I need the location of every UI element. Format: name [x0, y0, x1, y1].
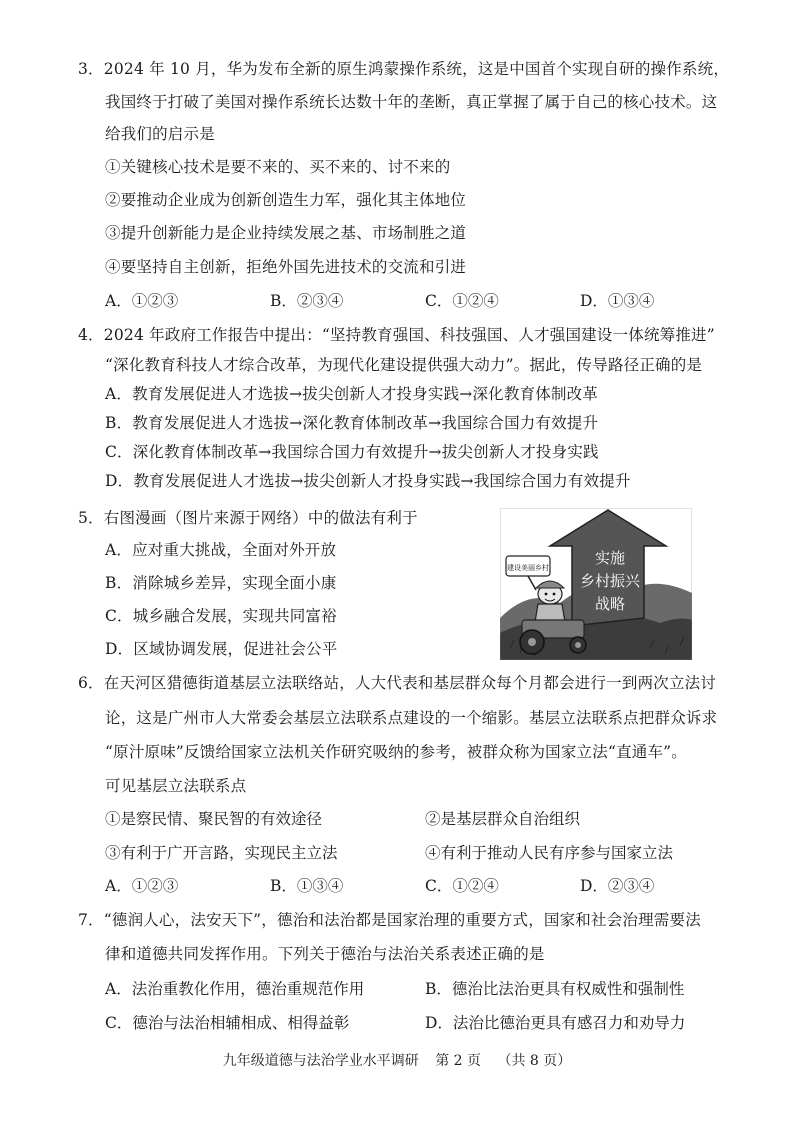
q7-option-a: A．法治重教化作用，德治重规范作用: [105, 980, 365, 998]
q6-item-2: ②是基层群众自治组织: [425, 810, 581, 828]
q3-option-c: C．①②④: [425, 292, 499, 310]
q6-item-1: ①是察民情、聚民智的有效途径: [105, 810, 323, 828]
q3-option-b: B．②③④: [270, 292, 344, 310]
q4-option-b: B．教育发展促进人才选拔→深化教育体制改革→我国综合国力有效提升: [105, 414, 599, 432]
q6-stem-line3: “原汁原味”反馈给国家立法机关作研究吸纳的参考，被群众称为国家立法“直通车”。: [105, 743, 687, 761]
q3-option-d: D．①③④: [580, 292, 655, 310]
q4-stem-line1: 4．2024 年政府工作报告中提出：“坚持教育强国、科技强国、人才强国建设一体统筹推进”: [78, 326, 715, 344]
q5-stem: 5．右图漫画（图片来源于网络）中的做法有利于: [78, 509, 418, 527]
page-footer: [0, 1050, 794, 1070]
q6-option-a: A．①②③: [105, 877, 179, 895]
sign-text: 建设美丽乡村: [507, 564, 549, 572]
q6-option-b: B．①③④: [270, 877, 344, 895]
footer-course: 九年级道德与法治学业水平调研: [222, 1053, 419, 1069]
q4-stem-line2: “深化教育科技人才综合改革，为现代化建设提供强大动力”。据此，传导路径正确的是: [105, 356, 703, 374]
q4-option-c: C．深化教育体制改革→我国综合国力有效提升→拔尖创新人才投身实践: [105, 443, 599, 461]
q5-option-d: D．区域协调发展，促进社会公平: [105, 640, 338, 658]
q6-item-3: ③有利于广开言路，实现民主立法: [105, 844, 338, 862]
footer-page-number: 第 2 页: [435, 1053, 481, 1069]
q3-item-3: ③提升创新能力是企业持续发展之基、市场制胜之道: [105, 224, 467, 242]
q7-option-c: C．德治与法治相辅相成、相得益彰: [105, 1014, 350, 1032]
q7-option-b: B．德治比法治更具有权威性和强制性: [425, 980, 685, 998]
q3-item-2: ②要推动企业成为创新创造生力军，强化其主体地位: [105, 191, 467, 209]
q6-item-4: ④有利于推动人民有序参与国家立法: [425, 844, 674, 862]
q5-option-a: A．应对重大挑战，全面对外开放: [105, 541, 337, 559]
q3-item-4: ④要坚持自主创新，拒绝外国先进技术的交流和引进: [105, 258, 467, 276]
rural-revitalization-cartoon: [500, 508, 692, 660]
q4-option-d: D．教育发展促进人才选拔→拔尖创新人才投身实践→我国综合国力有效提升: [105, 472, 631, 490]
q5-option-b: B．消除城乡差异，实现全面小康: [105, 574, 337, 592]
q3-stem-line1: 3．2024 年 10 月，华为发布全新的原生鸿蒙操作系统，这是中国首个实现自研的操作系统，: [78, 60, 730, 78]
arrow-text-line3: 战略: [594, 595, 626, 613]
q3-stem-line3: 给我们的启示是: [105, 125, 215, 143]
q6-option-d: D．②③④: [580, 877, 655, 895]
q6-stem-line2: 论，这是广州市人大常委会基层立法联系点建设的一个缩影。基层立法联系点把群众诉求: [105, 709, 718, 727]
q4-option-a: A．教育发展促进人才选拔→拔尖创新人才投身实践→深化教育体制改革: [105, 385, 599, 403]
q7-stem-line1: 7．“德润人心，法安天下”，德治和法治都是国家治理的重要方式，国家和社会治理需要法: [78, 911, 701, 929]
q3-item-1: ①关键核心技术是要不来的、买不来的、讨不来的: [105, 158, 451, 176]
q3-stem-line2: 我国终于打破了美国对操作系统长达数十年的垄断，真正掌握了属于自己的核心技术。这: [105, 93, 718, 111]
q3-option-a: A．①②③: [105, 292, 179, 310]
q6-option-c: C．①②④: [425, 877, 499, 895]
q5-option-c: C．城乡融合发展，实现共同富裕: [105, 607, 337, 625]
q6-stem-line4: 可见基层立法联系点: [105, 777, 247, 795]
footer-total-pages: （共 8 页）: [497, 1053, 572, 1069]
q7-stem-line2: 律和道德共同发挥作用。下列关于德治与法治关系表述正确的是: [105, 945, 545, 963]
arrow-text-line2: 乡村振兴: [579, 572, 641, 590]
q7-option-d: D．法治比德治更具有感召力和劝导力: [425, 1014, 686, 1032]
q6-stem-line1: 6．在天河区猎德街道基层立法联络站，人大代表和基层群众每个月都会进行一到两次立法讨: [78, 674, 717, 692]
arrow-text-line1: 实施: [594, 549, 626, 567]
